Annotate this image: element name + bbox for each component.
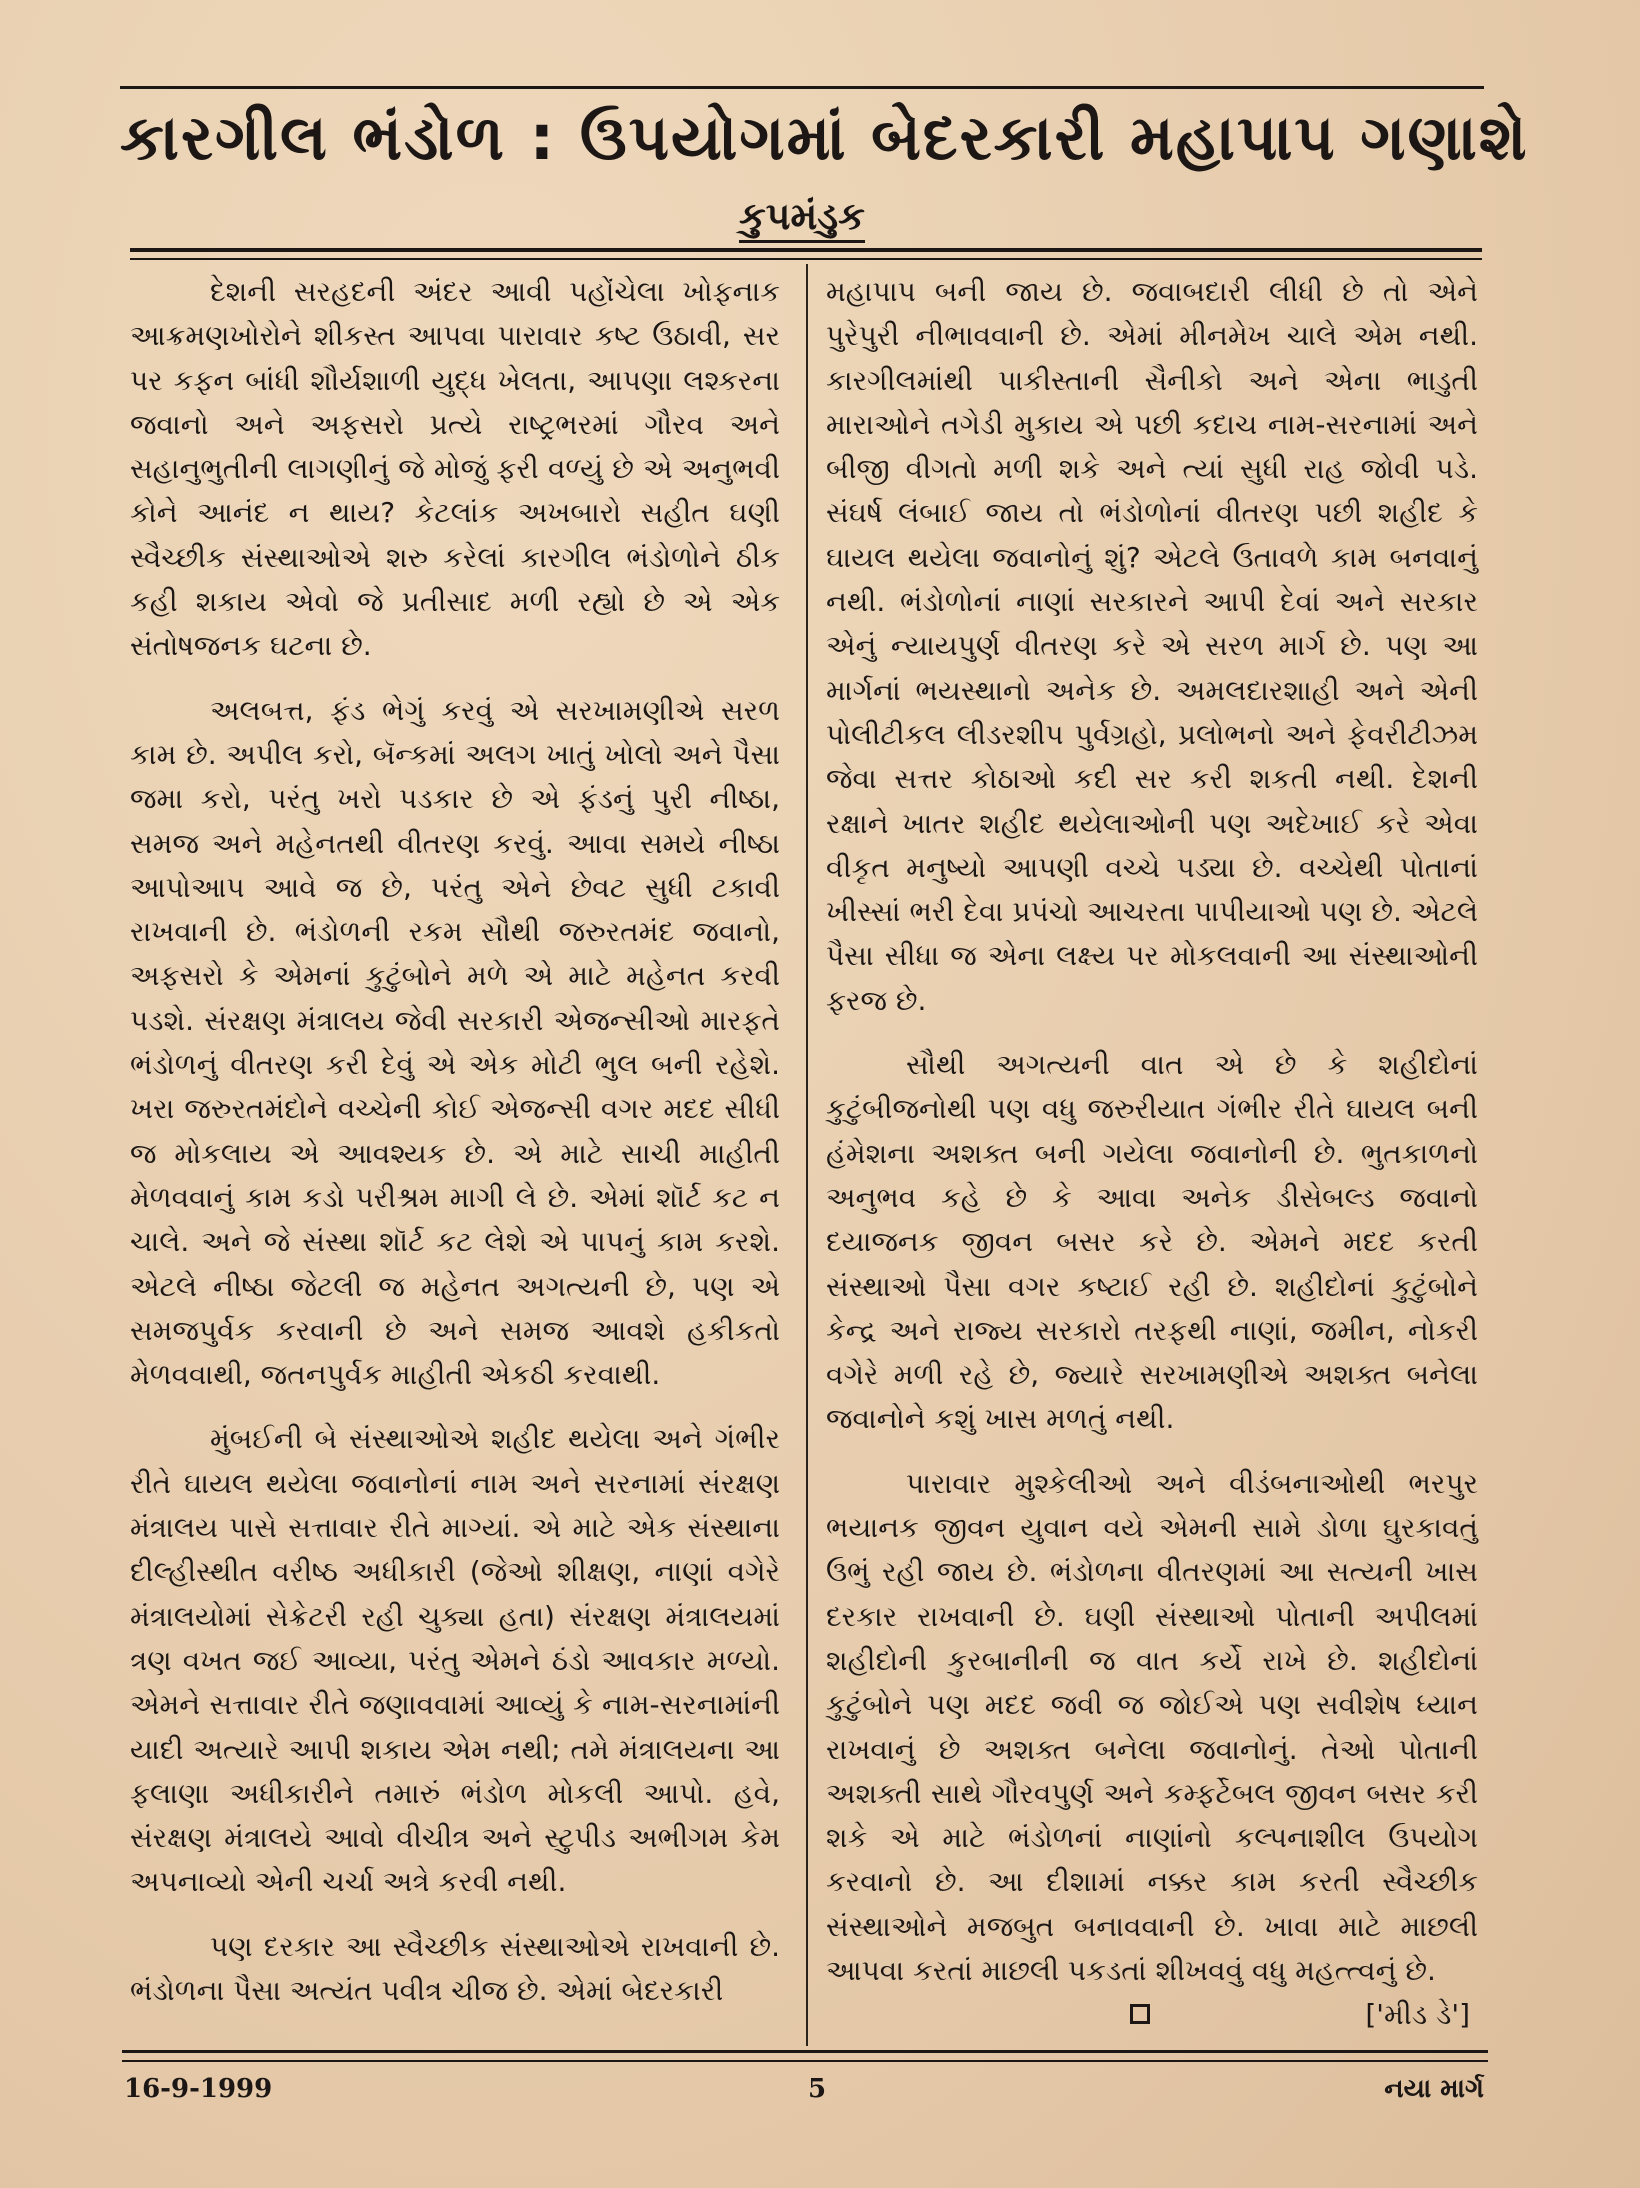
byline [120, 190, 1484, 242]
author-name: કુપમંડુક [739, 194, 865, 243]
header-rule-thin [130, 258, 1482, 260]
magazine-name: નયા માર્ગ [1384, 2074, 1484, 2104]
end-mark-icon [1130, 2004, 1150, 2024]
paragraph: મહાપાપ બની જાય છે. જવાબદારી લીધી છે તો એને પુરેપુરી નીભાવવાની છે. એમાં મીનમેખ ચાલે એમ નથી. કારગીલમાંથી પાકીસ્તાની સૈનીકો અને એના ભાડુતી મારાઓને તગેડી મુકાય એ પછી કદાચ નામ-સરનામાં અને બીજી વીગતો મળી શકે અને ત્યાં સુધી રાહ જોવી પડે. સંઘર્ષ લંબાઈ જાય તો ભંડોળોનાં વીતરણ પછી શહીદ કે ઘાયલ થયેલા જવાનોનું શું? એટલે ઉતાવળે કામ બનવાનું નથી. ભંડોળોનાં નાણાં સરકારને આપી દેવાં અને સરકાર એનું ન્યાયપુર્ણ વીતરણ કરે એ સરળ માર્ગ છે. પણ આ માર્ગનાં ભયસ્થાનો અનેક છે. અમલદારશાહી અને એની પોલીટીકલ લીડરશીપ પુર્વગ્રહો, પ્રલોભનો અને ફેવરીટીઝમ જેવા સત્તર કોઠાઓ કદી સર કરી શકતી નથી. દેશની રક્ષાને ખાતર શહીદ થયેલાઓની પણ અદેખાઈ કરે એવા વીકૃત મનુષ્યો આપણી વચ્ચે પડ્યા છે. વચ્ચેથી પોતાનાં ખીસ્સાં ભરી દેવા પ્રપંચો આચરતા પાપીયાઓ પણ છે. એટલે પૈસા સીધા જ એના લક્ષ્ય પર મોકલવાની આ સંસ્થાઓની ફરજ છે. [826, 275, 1478, 1017]
header-rule-thick [130, 248, 1482, 252]
article-title: કારગીલ ભંડોળ : ઉપયોગમાં બેદરકારી મહાપાપ ગણાશે [120, 101, 1529, 174]
final-paragraph [826, 1462, 1478, 2032]
right-column [826, 270, 1478, 2038]
paragraph: મુંબઈની બે સંસ્થાઓએ શહીદ થયેલા અને ગંભીર રીતે ઘાયલ થયેલા જવાનોનાં નામ અને સરનામાં સંરક્ષણ મંત્રાલય પાસે સત્તાવાર રીતે માગ્યાં. એ માટે એક સંસ્થાના દીલ્હીસ્થીત વરીષ્ઠ અધીકારી (જેઓ શીક્ષણ, નાણાં વગેરે મંત્રાલયોમાં સેક્રેટરી રહી ચુક્યા હતા) સંરક્ષણ મંત્રાલયમાં ત્રણ વખત જઈ આવ્યા, પરંતુ એમને ઠંડો આવકાર મળ્યો. એમને સત્તાવાર રીતે જણાવવામાં આવ્યું કે નામ-સરનામાંની યાદી અત્યારે આપી શકાય એમ નથી; તમે મંત્રાલયના આ ફલાણા અધીકારીને તમારું ભંડોળ મોકલી આપો. હવે, સંરક્ષણ મંત્રાલયે આવો વીચીત્ર અને સ્ટુપીડ અભીગમ કેમ અપનાવ્યો એની ચર્ચા અત્રે કરવી નથી. [130, 1422, 780, 1899]
footer-rule-thin [122, 2060, 1488, 2062]
paragraph: સૌથી અગત્યની વાત એ છે કે શહીદોનાં કુટુંબીજનોથી પણ વધુ જરુરીયાત ગંભીર રીતે ઘાયલ બની હંમેશના અશક્ત બની ગયેલા જવાનોની છે. ભુતકાળનો અનુભવ કહે છે કે આવા અનેક ડીસેબલ્ડ જવાનો દયાજનક જીવન બસર કરે છે. એમને મદદ કરતી સંસ્થાઓ પૈસા વગર કષ્ટાઈ રહી છે. શહીદોનાં કુટુંબોને કેન્દ્ર અને રાજ્ય સરકારો તરફથી નાણાં, જમીન, નોકરી વગેરે મળી રહે છે, જ્યારે સરખામણીએ અશક્ત બનેલા જવાનોને કશું ખાસ મળતું નથી. [826, 1048, 1478, 1436]
issue-date: 16-9-1999 [124, 2074, 273, 2104]
paragraph: દેશની સરહદની અંદર આવી પહોંચેલા ખોફનાક આક્રમણખોરોને શીકસ્ત આપવા પારાવાર કષ્ટ ઉઠાવી, સર પર કફન બાંધી શૌર્યશાળી યુદ્ધ ખેલતા, આપણા લશ્કરના જવાનો અને અફસરો પ્રત્યે રાષ્ટ્રભરમાં ગૌરવ અને સહાનુભુતીની લાગણીનું જે મોજું ફરી વળ્યું છે એ અનુભવી કોને આનંદ ન થાય? કેટલાંક અખબારો સહીત ઘણી સ્વૈચ્છીક સંસ્થાઓએ શરુ કરેલાં કારગીલ ભંડોળોને ઠીક કહી શકાય એવો જે પ્રતીસાદ મળી રહ્યો છે એ એક સંતોષજનક ઘટના છે. [130, 275, 780, 663]
paragraph: પણ દરકાર આ સ્વૈચ્છીક સંસ્થાઓએ રાખવાની છે. ભંડોળના પૈસા અત્યંત પવીત્ર ચીજ છે. એમાં બેદરકારી [130, 1929, 780, 2007]
column-divider [806, 264, 808, 2046]
top-rule [120, 86, 1484, 89]
paragraph: અલબત્ત, ફંડ ભેગું કરવું એ સરખામણીએ સરળ કામ છે. અપીલ કરો, બૅન્કમાં અલગ ખાતું ખોલો અને પૈસા જમા કરો, પરંતુ ખરો પડકાર છે એ ફંડનું પુરી નીષ્ઠા, સમજ અને મહેનતથી વીતરણ કરવું. આવા સમયે નીષ્ઠા આપોઆપ આવે જ છે, પરંતુ એને છેવટ સુધી ટકાવી રાખવાની છે. ભંડોળની રકમ સૌથી જરુરતમંદ જવાનો, અફસરો કે એમનાં કુટુંબોને મળે એ માટે મહેનત કરવી પડશે. સંરક્ષણ મંત્રાલય જેવી સરકારી એજન્સીઓ મારફતે ભંડોળનું વીતરણ કરી દેવું એ એક મોટી ભુલ બની રહેશે. ખરા જરુરતમંદોને વચ્ચેની કોઈ એજન્સી વગર મદદ સીધી જ મોકલાય એ આવશ્યક છે. એ માટે સાચી માહીતી મેળવવાનું કામ કડો પરીશ્રમ માગી લે છે. એમાં શૉર્ટ કટ ન ચાલે. અને જે સંસ્થા શૉર્ટ કટ લેશે એ પાપનું કામ કરશે. એટલે નીષ્ઠા જેટલી જ મહેનત અગત્યની છે, પણ એ સમજપુર્વક કરવાની છે અને સમજ આવશે હકીકતો મેળવવાથી, જતનપુર્વક માહીતી એકઠી કરવાથી. [130, 693, 780, 1392]
page-number: 5 [808, 2074, 827, 2104]
footer-rule-thick [122, 2050, 1488, 2053]
source-credit: ['મીડ ડે'] [1365, 1998, 1470, 2032]
left-column [130, 270, 780, 2013]
paragraph-text: પારાવાર મુશ્કેલીઓ અને વીડંબનાઓથી ભરપુર ભયાનક જીવન યુવાન વયે એમની સામે ડોળા ઘુરકાવતું ઉભું રહી જાય છે. ભંડોળના વીતરણમાં આ સત્યની ખાસ દરકાર રાખવાની છે. ઘણી સંસ્થાઓ પોતાની અપીલમાં શહીદોની કુરબાનીની જ વાત કર્યે રાખે છે. શહીદોનાં કુટુંબોને પણ મદદ જવી જ જોઈએ પણ સવીશેષ ધ્યાન રાખવાનું છે અશક્ત બનેલા જવાનોનું. તેઓ પોતાની અશક્તી સાથે ગૌરવપુર્ણ અને કમ્ફર્ટેબલ જીવન બસર કરી શકે એ માટે ભંડોળનાં નાણાંનો કલ્પનાશીલ ઉપયોગ કરવાનો છે. આ દીશામાં નક્કર કામ કરતી સ્વૈચ્છીક સંસ્થાઓને મજબુત બનાવવાની છે. ખાવા માટે માછલી આપવા કરતાં માછલી પકડતાં શીખવવું વધુ મહત્ત્વનું છે. [826, 1466, 1478, 1987]
